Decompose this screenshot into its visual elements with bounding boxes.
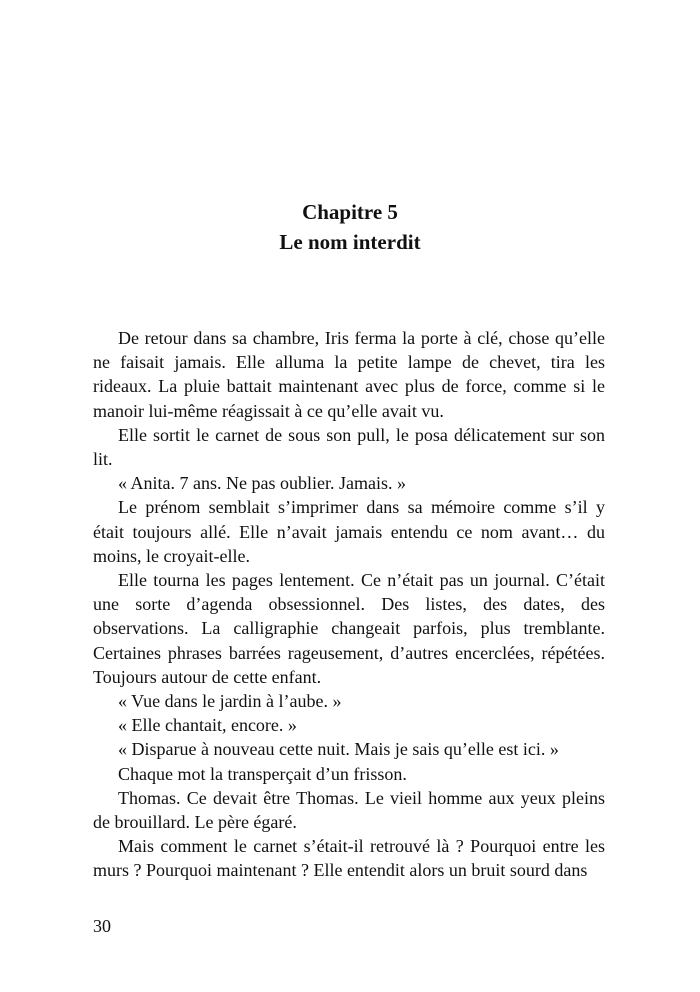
chapter-heading [0,197,700,257]
paragraph: « Elle chantait, encore. » [118,715,297,736]
paragraph: Le prénom semblait s’imprimer dans sa mémoire comme s’il y était toujours allé. Elle n’avait jamais entendu ce nom avant… du moins, le croyait-elle. [93,497,605,566]
paragraph: Mais comment le carnet s’était-il retrouvé là ? Pourquoi entre les murs ? Pourquoi maintenant ? Elle entendit alors un bruit sourd dans [93,836,605,881]
body-text [93,326,605,883]
paragraph: Elle sortit le carnet de sous son pull, le posa délicatement sur son lit. [93,424,605,470]
paragraph: « Anita. 7 ans. Ne pas oublier. Jamais. » [118,473,406,494]
chapter-number: Chapitre 5 [302,200,398,224]
paragraph: Elle tourna les pages lentement. Ce n’était pas un journal. C’était une sorte d’agenda obsessionnel. Des listes, des dates, des observations. La calligraphie changeait parfois, plus tremblante. Certaines phrases barrées rageusement, d’autres encerclées, répétées. Toujours autour de cette enfant. [93,570,605,687]
paragraph: « Disparue à nouveau cette nuit. Mais je sais qu’elle est ici. » [118,739,559,760]
paragraph: Chaque mot la transperçait d’un frisson. [118,763,407,784]
page-number: 30 [93,916,111,936]
paragraph: « Vue dans le jardin à l’aube. » [118,691,342,712]
chapter-title: Le nom interdit [279,230,421,254]
paragraph: De retour dans sa chambre, Iris ferma la porte à clé, chose qu’elle ne faisait jamais. Elle alluma la petite lampe de chevet, tira les rideaux. La pluie battait maintenant avec plus de force, comme si le manoir lui-même réagissait à ce qu’elle avait vu. [93,328,605,421]
paragraph: Thomas. Ce devait être Thomas. Le vieil homme aux yeux pleins de brouillard. Le père égaré. [93,787,605,833]
